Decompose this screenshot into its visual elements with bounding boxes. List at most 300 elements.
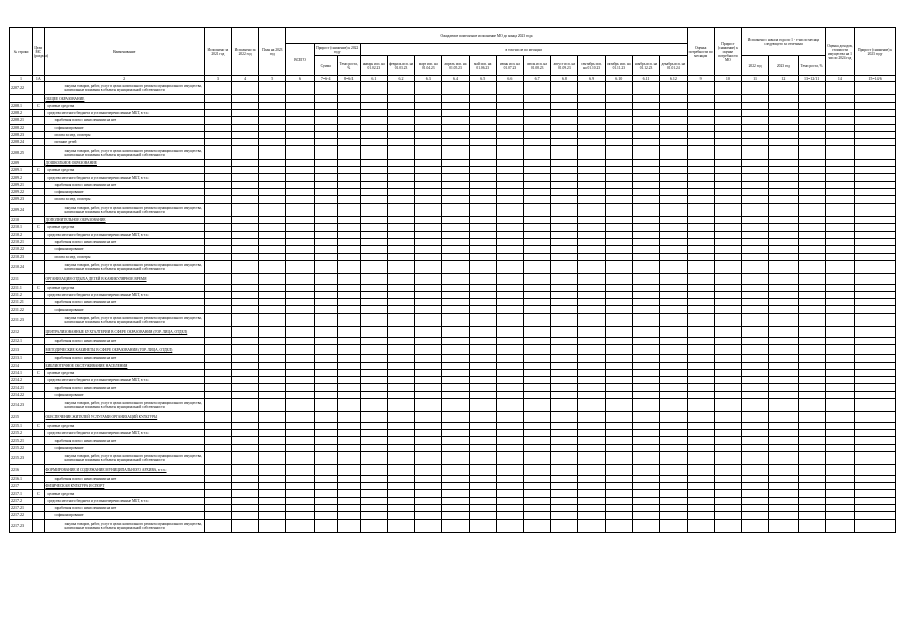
value-cell: [524, 109, 551, 116]
value-cell: [415, 369, 442, 376]
value-cell: [798, 369, 825, 376]
value-cell: [469, 369, 496, 376]
value-cell: [387, 117, 414, 124]
value-cell: [204, 452, 231, 465]
value-cell: [551, 196, 578, 203]
value-cell: [286, 430, 314, 437]
value-cell: [660, 490, 687, 497]
column-number: 6.2: [387, 76, 414, 82]
value-cell: [825, 444, 854, 451]
value-cell: [442, 253, 469, 260]
table-row: [10, 181, 896, 188]
value-cell: [387, 490, 414, 497]
value-cell: [660, 224, 687, 231]
value-cell: [259, 291, 286, 298]
table-row: [10, 224, 896, 231]
value-cell: [769, 174, 798, 181]
table-row: [10, 377, 896, 384]
value-cell: [742, 203, 769, 216]
value-cell: [259, 344, 286, 354]
value-cell: [337, 384, 360, 391]
value-cell: [286, 131, 314, 138]
table-row: [10, 437, 896, 444]
value-cell: [204, 437, 231, 444]
row-mark: [33, 231, 45, 238]
value-cell: [825, 159, 854, 166]
value-cell: [469, 512, 496, 519]
value-cell: [714, 253, 741, 260]
value-cell: [469, 95, 496, 102]
value-cell: [442, 475, 469, 482]
table-row: [10, 291, 896, 298]
value-cell: [742, 306, 769, 313]
value-cell: [259, 452, 286, 465]
value-cell: [231, 196, 258, 203]
value-cell: [204, 131, 231, 138]
row-mark: [33, 444, 45, 451]
value-cell: [204, 284, 231, 291]
value-cell: [259, 519, 286, 532]
value-cell: [605, 391, 632, 398]
value-cell: [578, 512, 605, 519]
table-row: [10, 306, 896, 313]
row-mark: С: [33, 369, 45, 376]
row-mark: [33, 109, 45, 116]
value-cell: [742, 102, 769, 109]
value-cell: [632, 196, 659, 203]
value-cell: [259, 444, 286, 451]
budget-table-sheet: [9, 27, 896, 634]
value-cell: [660, 189, 687, 196]
value-cell: [286, 369, 314, 376]
value-cell: [231, 391, 258, 398]
value-cell: [855, 483, 896, 490]
value-cell: [825, 327, 854, 337]
value-cell: [524, 512, 551, 519]
column-number: 6.8: [551, 76, 578, 82]
value-cell: [415, 246, 442, 253]
column-number: 6.12: [660, 76, 687, 82]
value-cell: [259, 430, 286, 437]
value-cell: [714, 82, 741, 95]
value-cell: [714, 238, 741, 245]
value-cell: [742, 430, 769, 437]
row-mark: [33, 475, 45, 482]
value-cell: [855, 139, 896, 146]
row-mark: С: [33, 422, 45, 429]
value-cell: [714, 102, 741, 109]
value-cell: [360, 384, 387, 391]
value-cell: [742, 475, 769, 482]
table-row: [10, 238, 896, 245]
value-cell: [632, 246, 659, 253]
value-cell: [524, 399, 551, 412]
value-cell: [286, 246, 314, 253]
value-cell: [337, 284, 360, 291]
value-cell: [825, 196, 854, 203]
value-cell: [714, 217, 741, 224]
value-cell: [360, 217, 387, 224]
value-cell: [714, 465, 741, 475]
value-cell: [496, 196, 523, 203]
value-cell: [605, 437, 632, 444]
value-cell: [742, 327, 769, 337]
value-cell: [204, 109, 231, 116]
value-cell: [605, 246, 632, 253]
value-cell: [415, 475, 442, 482]
table-row: [10, 412, 896, 422]
row-code: 2211: [10, 274, 33, 284]
value-cell: [496, 504, 523, 511]
table-row: [10, 327, 896, 337]
value-cell: [204, 412, 231, 422]
value-cell: [855, 274, 896, 284]
value-cell: [687, 299, 714, 306]
value-cell: [469, 109, 496, 116]
value-cell: [660, 260, 687, 273]
value-cell: [714, 124, 741, 131]
value-cell: [632, 82, 659, 95]
row-code: 2209.21: [10, 181, 33, 188]
value-cell: [687, 274, 714, 284]
row-mark: [33, 344, 45, 354]
value-cell: [855, 313, 896, 326]
value-cell: [798, 217, 825, 224]
month-header: апрель исп. на 01.05.23: [442, 56, 469, 76]
row-name: заработная плата с начислениями на нее: [44, 117, 204, 124]
column-number: 9: [687, 76, 714, 82]
value-cell: [551, 430, 578, 437]
row-name: софинансирование: [44, 306, 204, 313]
value-cell: [496, 217, 523, 224]
value-cell: [687, 203, 714, 216]
value-cell: [660, 238, 687, 245]
value-cell: [825, 452, 854, 465]
value-cell: [551, 519, 578, 532]
value-cell: [415, 196, 442, 203]
value-cell: [687, 231, 714, 238]
value-cell: [469, 196, 496, 203]
value-cell: [259, 224, 286, 231]
value-cell: [605, 196, 632, 203]
value-cell: [496, 412, 523, 422]
value-cell: [769, 512, 798, 519]
value-cell: [605, 313, 632, 326]
value-cell: [825, 337, 854, 344]
value-cell: [360, 159, 387, 166]
value-cell: [742, 224, 769, 231]
row-mark: [33, 384, 45, 391]
value-cell: [687, 337, 714, 344]
value-cell: [769, 146, 798, 159]
value-cell: [714, 181, 741, 188]
value-cell: [855, 291, 896, 298]
value-cell: [496, 299, 523, 306]
value-cell: [855, 377, 896, 384]
value-cell: [687, 174, 714, 181]
value-cell: [337, 167, 360, 174]
row-mark: [33, 437, 45, 444]
value-cell: [415, 203, 442, 216]
value-cell: [415, 181, 442, 188]
row-mark: С: [33, 490, 45, 497]
value-cell: [314, 181, 337, 188]
value-cell: [314, 284, 337, 291]
value-cell: [231, 291, 258, 298]
value-cell: [714, 327, 741, 337]
col-mark-header: Цели МС (раздела): [33, 28, 45, 76]
value-cell: [798, 274, 825, 284]
table-row: [10, 399, 896, 412]
value-cell: [825, 299, 854, 306]
value-cell: [578, 131, 605, 138]
value-cell: [714, 497, 741, 504]
value-cell: [337, 174, 360, 181]
value-cell: [524, 430, 551, 437]
value-cell: [632, 139, 659, 146]
value-cell: [551, 189, 578, 196]
value-cell: [855, 412, 896, 422]
table-row: [10, 131, 896, 138]
row-code: 2214: [10, 362, 33, 369]
value-cell: [524, 189, 551, 196]
value-cell: [551, 159, 578, 166]
value-cell: [314, 355, 337, 362]
value-cell: [337, 369, 360, 376]
value-cell: [551, 327, 578, 337]
column-number: 6.7: [524, 76, 551, 82]
value-cell: [314, 344, 337, 354]
row-name: оплата за мед. осмотры: [44, 131, 204, 138]
value-cell: [337, 181, 360, 188]
value-cell: [231, 444, 258, 451]
value-cell: [286, 82, 314, 95]
value-cell: [231, 260, 258, 273]
value-cell: [387, 475, 414, 482]
table-row: [10, 313, 896, 326]
value-cell: [442, 444, 469, 451]
value-cell: [387, 437, 414, 444]
table-row: [10, 519, 896, 532]
value-cell: [286, 504, 314, 511]
row-name: заработная плата с начислениями на нее: [44, 355, 204, 362]
value-cell: [469, 203, 496, 216]
row-code: 2215.23: [10, 452, 33, 465]
value-cell: [687, 362, 714, 369]
value-cell: [825, 465, 854, 475]
value-cell: [360, 490, 387, 497]
value-cell: [337, 117, 360, 124]
value-cell: [314, 224, 337, 231]
row-name: средства местного бюджета и уст.вышеперечисленные МБТ, в т.ч.:: [44, 231, 204, 238]
value-cell: [769, 327, 798, 337]
value-cell: [204, 95, 231, 102]
row-name: софинансирование: [44, 189, 204, 196]
value-cell: [259, 196, 286, 203]
value-cell: [632, 475, 659, 482]
value-cell: [286, 159, 314, 166]
row-name: заработная плата с начислениями на нее: [44, 384, 204, 391]
value-cell: [204, 291, 231, 298]
column-number: 6.3: [415, 76, 442, 82]
value-cell: [687, 519, 714, 532]
value-cell: [231, 224, 258, 231]
value-cell: [360, 174, 387, 181]
value-cell: [469, 260, 496, 273]
value-cell: [660, 512, 687, 519]
value-cell: [742, 217, 769, 224]
value-cell: [660, 217, 687, 224]
col-rate-header: Темп роста, %: [337, 56, 360, 76]
value-cell: [415, 291, 442, 298]
value-cell: [524, 504, 551, 511]
value-cell: [415, 430, 442, 437]
value-cell: [798, 95, 825, 102]
value-cell: [496, 430, 523, 437]
row-mark: С: [33, 167, 45, 174]
value-cell: [687, 224, 714, 231]
value-cell: [578, 95, 605, 102]
value-cell: [314, 504, 337, 511]
value-cell: [855, 422, 896, 429]
value-cell: [204, 483, 231, 490]
value-cell: [337, 362, 360, 369]
value-cell: [442, 327, 469, 337]
value-cell: [524, 337, 551, 344]
value-cell: [632, 430, 659, 437]
value-cell: [605, 95, 632, 102]
value-cell: [798, 181, 825, 188]
value-cell: [337, 159, 360, 166]
value-cell: [469, 504, 496, 511]
value-cell: [769, 430, 798, 437]
value-cell: [714, 109, 741, 116]
value-cell: [360, 109, 387, 116]
value-cell: [855, 95, 896, 102]
value-cell: [660, 117, 687, 124]
value-cell: [360, 291, 387, 298]
value-cell: [632, 344, 659, 354]
value-cell: [660, 452, 687, 465]
value-cell: [415, 337, 442, 344]
value-cell: [314, 260, 337, 273]
value-cell: [496, 327, 523, 337]
value-cell: [714, 430, 741, 437]
value-cell: [687, 412, 714, 422]
value-cell: [442, 260, 469, 273]
value-cell: [551, 299, 578, 306]
column-number: 6.10: [605, 76, 632, 82]
value-cell: [798, 306, 825, 313]
value-cell: [204, 124, 231, 131]
value-cell: [825, 362, 854, 369]
value-cell: [337, 203, 360, 216]
row-name: ОРГАНИЗАЦИЯ ОТДЫХА ДЕТЕЙ В КАНИКУЛЯРНОЕ ВРЕМЯ: [44, 274, 204, 284]
value-cell: [442, 231, 469, 238]
value-cell: [524, 246, 551, 253]
value-cell: [605, 139, 632, 146]
value-cell: [660, 412, 687, 422]
value-cell: [742, 174, 769, 181]
value-cell: [825, 437, 854, 444]
value-cell: [387, 344, 414, 354]
value-cell: [798, 391, 825, 398]
value-cell: [687, 260, 714, 273]
month-header: февраль исп. на 01.03.23: [387, 56, 414, 76]
value-cell: [632, 159, 659, 166]
value-cell: [415, 490, 442, 497]
value-cell: [855, 124, 896, 131]
col-rate2-header: Темп роста, %: [798, 56, 825, 76]
value-cell: [231, 238, 258, 245]
value-cell: [742, 422, 769, 429]
row-code: 2210.24: [10, 260, 33, 273]
value-cell: [360, 181, 387, 188]
value-cell: [415, 519, 442, 532]
value-cell: [231, 102, 258, 109]
value-cell: [825, 174, 854, 181]
table-row: [10, 246, 896, 253]
row-name: заработная плата с начислениями на нее: [44, 299, 204, 306]
value-cell: [314, 124, 337, 131]
row-mark: [33, 95, 45, 102]
value-cell: [231, 490, 258, 497]
value-cell: [825, 82, 854, 95]
value-cell: [798, 337, 825, 344]
row-code: 2210.22: [10, 246, 33, 253]
value-cell: [259, 139, 286, 146]
value-cell: [714, 384, 741, 391]
value-cell: [496, 452, 523, 465]
value-cell: [714, 174, 741, 181]
value-cell: [204, 512, 231, 519]
value-cell: [231, 377, 258, 384]
value-cell: [524, 437, 551, 444]
value-cell: [798, 260, 825, 273]
value-cell: [769, 422, 798, 429]
value-cell: [798, 238, 825, 245]
value-cell: [798, 344, 825, 354]
value-cell: [469, 231, 496, 238]
value-cell: [551, 181, 578, 188]
value-cell: [259, 109, 286, 116]
value-cell: [496, 253, 523, 260]
value-cell: [337, 238, 360, 245]
value-cell: [769, 231, 798, 238]
value-cell: [337, 512, 360, 519]
value-cell: [442, 159, 469, 166]
value-cell: [825, 253, 854, 260]
value-cell: [605, 102, 632, 109]
row-name: БИБЛИОТЕЧНОЕ ОБСЛУЖИВАНИЕ НАСЕЛЕНИЯ: [44, 362, 204, 369]
value-cell: [337, 327, 360, 337]
value-cell: [769, 377, 798, 384]
value-cell: [551, 384, 578, 391]
value-cell: [605, 519, 632, 532]
value-cell: [496, 167, 523, 174]
value-cell: [605, 203, 632, 216]
value-cell: [687, 465, 714, 475]
value-cell: [798, 284, 825, 291]
value-cell: [337, 274, 360, 284]
value-cell: [524, 260, 551, 273]
row-mark: [33, 519, 45, 532]
value-cell: [415, 384, 442, 391]
value-cell: [769, 362, 798, 369]
value-cell: [769, 497, 798, 504]
value-cell: [360, 430, 387, 437]
value-cell: [360, 475, 387, 482]
